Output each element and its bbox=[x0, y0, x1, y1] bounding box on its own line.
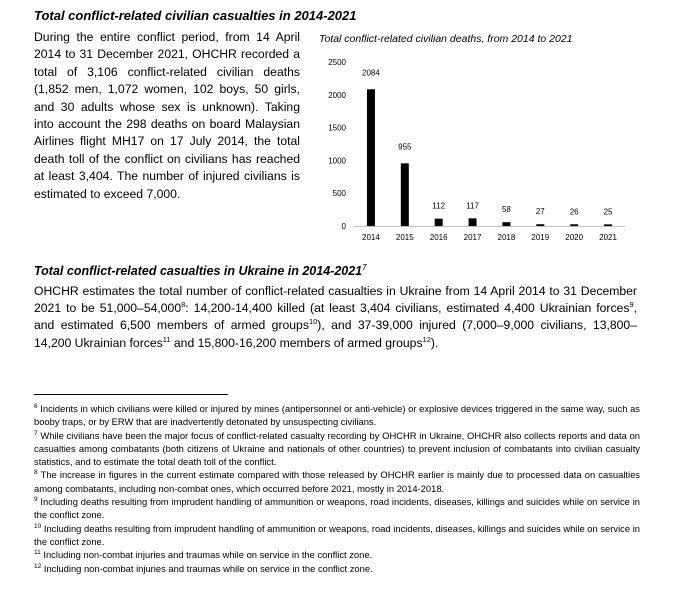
section-title-civilian-casualties: Total conflict-related civilian casualties in 2014-2021 bbox=[34, 8, 357, 23]
bar-2014 bbox=[367, 89, 375, 226]
footnote-number: 9 bbox=[34, 495, 38, 503]
footnote-ref: 11 bbox=[162, 334, 171, 344]
intro-paragraph: During the entire conflict period, from 14 April 2014 to 31 December 2021, OHCHR recorded a total of 3,106 conflict-related civilian deaths (1,852 men, 1,072 women, 102 boys, 50 girls, and 30 adults whose sex is unknown). Taking into account the 298 deaths on board Malaysian Airlines flight MH17 on 17 July 2014, the total death toll of the conflict on civilians has reached at least 3,404. The number of injured civilians is estimated to exceed 7,000. bbox=[34, 30, 300, 201]
bar-2015 bbox=[401, 163, 409, 226]
footnote-text: The increase in figures in the current estimate compared with those released by OHCHR earlier is mainly due to processed data on casualties among combatants, including non-combat ones, which occurred before 2021, mostly in 2014-2018. bbox=[34, 469, 640, 494]
paragraph-text: : 14,200-14,400 killed (at least 3,404 civilians, estimated 4,400 Ukrainian forces bbox=[185, 301, 630, 316]
data-label: 27 bbox=[535, 207, 545, 217]
footnote bbox=[34, 548, 640, 561]
x-tick-label: 2021 bbox=[599, 233, 617, 242]
paragraph-text: ), and 37-39,000 injured (7,000–9,000 civilians, 13,800–14,200 Ukrainian forces bbox=[34, 318, 637, 350]
footnote bbox=[34, 562, 640, 575]
x-tick-label: 2014 bbox=[362, 233, 380, 242]
paragraph-text: , and estimated 6,500 members of armed groups bbox=[34, 301, 637, 333]
data-label: 112 bbox=[432, 201, 446, 211]
y-tick-label: 2000 bbox=[328, 90, 346, 100]
footnote-number: 10 bbox=[34, 522, 42, 530]
chart-title: Total conflict-related civilian deaths, from 2014 to 2021 bbox=[319, 33, 573, 45]
bar-2021 bbox=[604, 224, 612, 226]
x-tick-label: 2016 bbox=[429, 233, 448, 242]
footnote-divider bbox=[34, 394, 228, 395]
footnote bbox=[34, 429, 640, 469]
civilian-deaths-bar-chart bbox=[328, 50, 630, 250]
data-label: 117 bbox=[466, 201, 479, 211]
x-tick-label: 2015 bbox=[395, 233, 414, 242]
x-tick-label: 2019 bbox=[531, 233, 550, 242]
x-tick-label: 2020 bbox=[565, 233, 584, 242]
footnote-ref: 7 bbox=[362, 263, 367, 272]
footnote-number: 7 bbox=[34, 429, 38, 437]
footnote-text: Including deaths resulting from imprudent handling of ammunition or weapons, road incidents, diseases, killings and suicides while on service in the conflict zone. bbox=[34, 522, 640, 547]
paragraph-text: OHCHR estimates the total number of conflict-related casualties in Ukraine from 14 April 2014 to 31 December 2021 to be 51,000–54,000 bbox=[34, 284, 637, 316]
footnote-ref: 10 bbox=[308, 317, 318, 327]
section-title-total-casualties bbox=[34, 263, 367, 278]
footnote-number: 6 bbox=[34, 402, 38, 410]
footnote-text: While civilians have been the major focus of conflict-related casualty recording by OHCHR in Ukraine, OHCHR also collects reports and data on casualties among combatants (both citizens of Ukraine and nationals of other countries) to prevent inclusion of combatants into civilian casualty statistics, and to estimate the total death toll of the conflict. bbox=[34, 429, 640, 468]
footnote bbox=[34, 495, 640, 522]
data-label: 955 bbox=[398, 142, 412, 152]
paragraph-text: and 15,800-16,200 members of armed groups bbox=[170, 335, 423, 350]
data-label: 25 bbox=[603, 207, 613, 217]
footnote-number: 8 bbox=[34, 469, 38, 477]
footnote-ref: 9 bbox=[629, 300, 634, 310]
footnote-ref: 8 bbox=[181, 300, 186, 310]
data-label: 58 bbox=[501, 205, 511, 215]
bar-2019 bbox=[536, 224, 544, 226]
x-tick-label: 2017 bbox=[463, 233, 482, 242]
y-tick-label: 0 bbox=[341, 222, 346, 231]
bar-2020 bbox=[570, 224, 578, 226]
footnote-number: 11 bbox=[34, 549, 41, 557]
casualties-paragraph bbox=[34, 283, 637, 352]
data-label: 2084 bbox=[362, 68, 380, 78]
bar-2018 bbox=[502, 222, 510, 226]
footnote-text: Incidents in which civilians were killed or injured by mines (antipersonnel or anti-vehicle) or explosive devices triggered in the same way, such as booby traps, or by ERW that are inadvertently detonated by unsuspecting civilians. bbox=[34, 403, 640, 428]
footnote bbox=[34, 402, 640, 429]
y-tick-label: 1000 bbox=[328, 156, 346, 166]
bar-2017 bbox=[469, 218, 477, 226]
x-tick-label: 2018 bbox=[497, 233, 516, 242]
footnotes bbox=[34, 402, 640, 575]
paragraph-text: ). bbox=[430, 335, 439, 350]
footnote-text: Including non-combat injuries and traumas while on service in the conflict zone. bbox=[41, 562, 373, 574]
data-label: 26 bbox=[569, 207, 579, 217]
y-tick-label: 500 bbox=[332, 189, 346, 199]
footnote-text: Including deaths resulting from imprudent handling of ammunition or weapons, road incidents, diseases, killings and suicides while on service in the conflict zone. bbox=[34, 496, 640, 521]
footnote-text: Including non-combat injuries and traumas while on service in the conflict zone. bbox=[40, 549, 373, 561]
y-tick-label: 2500 bbox=[328, 58, 346, 67]
bar-2016 bbox=[435, 219, 443, 226]
footnote-number: 12 bbox=[34, 562, 42, 570]
y-tick-label: 1500 bbox=[328, 123, 346, 133]
section-title-text: Total conflict-related casualties in Ukraine in 2014-2021 bbox=[34, 264, 363, 279]
footnote bbox=[34, 468, 640, 495]
footnote-ref: 12 bbox=[422, 334, 431, 344]
footnote bbox=[34, 522, 640, 549]
